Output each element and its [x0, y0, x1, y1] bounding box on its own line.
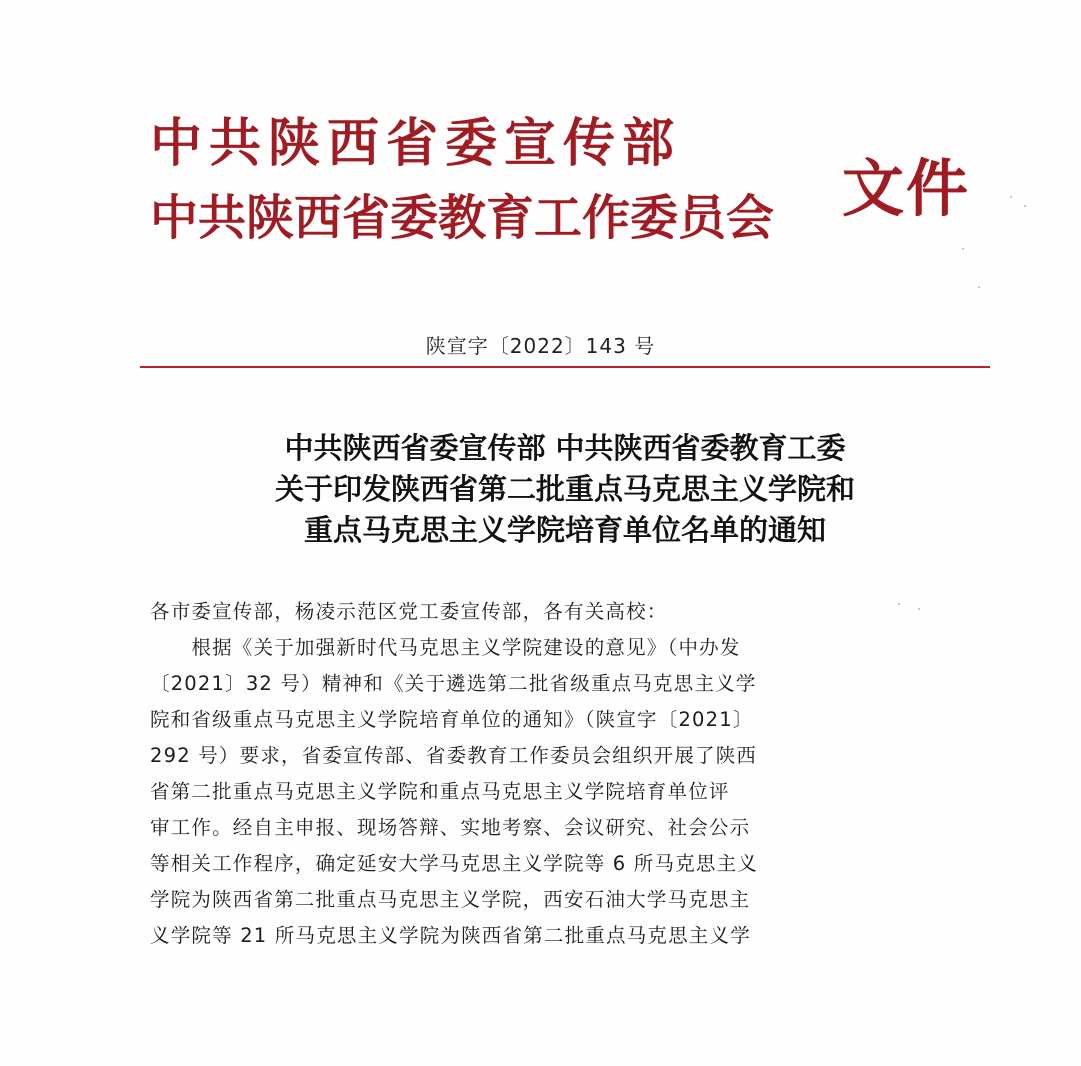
body-line: 学院为陕西省第二批重点马克思主义学院，西安石油大学马克思主: [150, 888, 751, 911]
body-line: 等相关工作程序，确定延安大学马克思主义学院等 6 所马克思主义: [150, 852, 759, 875]
notice-title-line: 重点马克思主义学院培育单位名单的通知: [303, 513, 826, 547]
salutation: 各市委宣传部，杨凌示范区党工委宣传部，各有关高校：: [150, 600, 668, 623]
issuer-block: [150, 113, 840, 246]
issuer-line-education-committee: 中共陕西省委教育工作委员会: [150, 190, 775, 246]
scan-speck: [1010, 196, 1012, 198]
body-line: 院和省级重点马克思主义学院培育单位的通知》（陕宣字〔2021〕: [150, 708, 754, 731]
scan-speck: [978, 286, 980, 288]
issuer-line-propaganda-dept: 中共陕西省委宣传部: [150, 113, 682, 174]
scan-speck: [962, 248, 964, 250]
scan-speck: [918, 608, 920, 610]
body-line: 审工作。经自主申报、现场答辩、实地考察、会议研究、社会公示: [150, 816, 751, 839]
body-line: 省第二批重点马克思主义学院和重点马克思主义学院培育单位评: [150, 780, 730, 803]
document-number: 陕宣字〔2022〕143 号: [425, 334, 656, 358]
body-line: 〔2021〕32 号）精神和《关于遴选第二批省级重点马克思主义学: [150, 672, 757, 695]
notice-title: [140, 428, 990, 551]
body-line: 292 号）要求，省委宣传部、省委教育工作委员会组织开展了陕西: [150, 744, 758, 767]
body-line: 根据《关于加强新时代马克思主义学院建设的意见》（中办发: [150, 636, 741, 659]
scan-speck: [898, 603, 900, 605]
body-line: 义学院等 21 所马克思主义学院为陕西省第二批重点马克思主义学: [150, 924, 751, 947]
scan-speck: [1024, 205, 1026, 207]
document-label: 文件: [842, 152, 971, 225]
notice-title-line: 关于印发陕西省第二批重点马克思主义学院和: [274, 472, 855, 506]
notice-title-line: 中共陕西省委宣传部 中共陕西省委教育工委: [284, 431, 846, 465]
notice-body: [150, 594, 990, 954]
red-divider-rule: [140, 366, 990, 368]
